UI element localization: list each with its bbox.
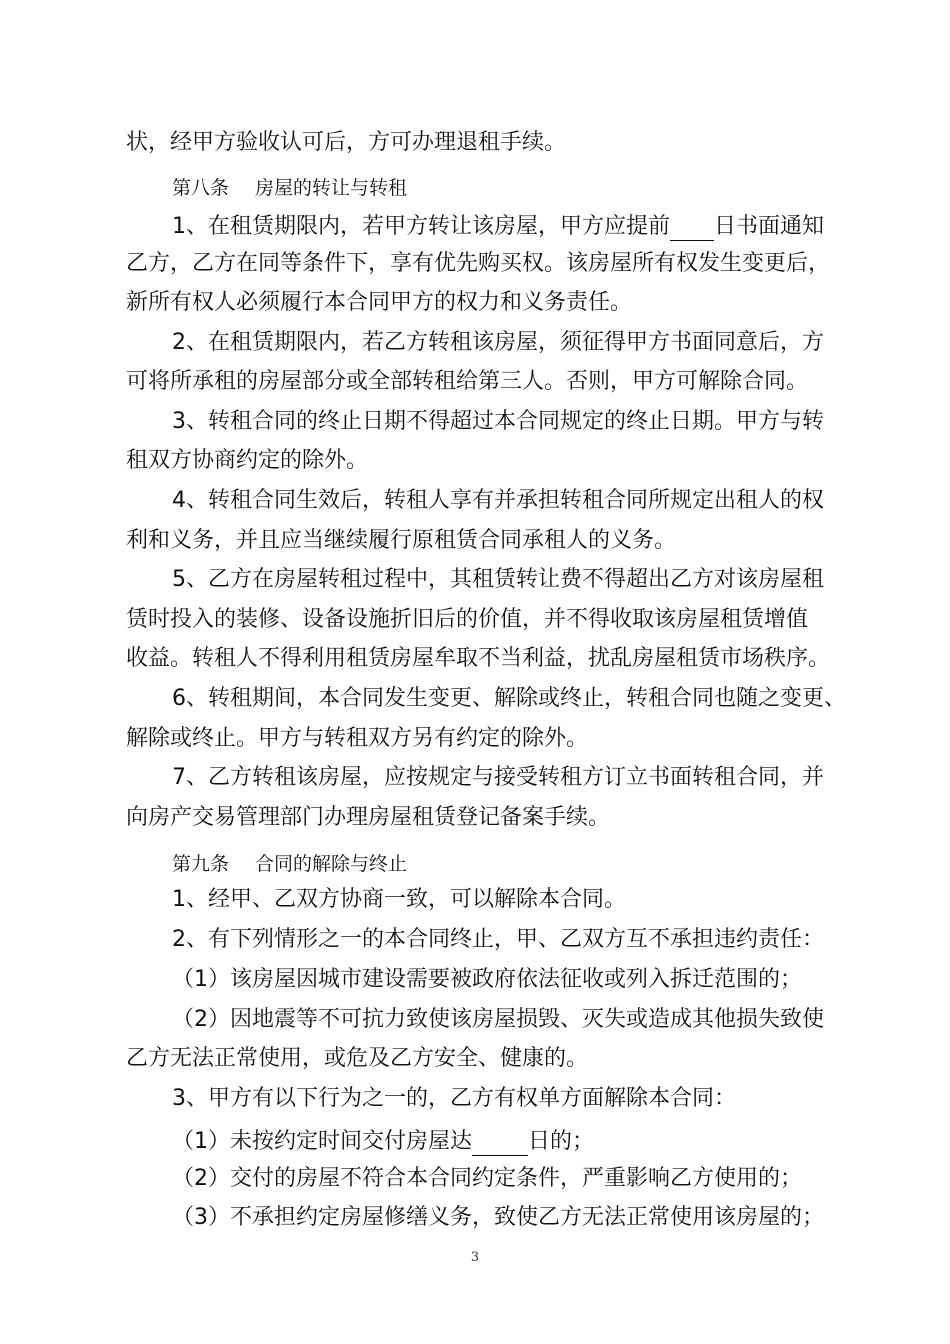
article-number: 第九条 bbox=[172, 853, 230, 875]
line-text: 利和义务，并且应当继续履行原租赁合同承租人的义务。 bbox=[126, 528, 677, 553]
article-title: 房屋的转让与转租 bbox=[255, 177, 408, 199]
fill-in-blank bbox=[472, 1125, 528, 1156]
text-line bbox=[126, 129, 566, 157]
text-line bbox=[126, 447, 368, 475]
line-text: 乙方无法正常使用，或危及乙方安全、健康的。 bbox=[126, 1046, 589, 1071]
text-line bbox=[172, 487, 824, 515]
text-line bbox=[126, 289, 632, 317]
line-text: （1）未按约定时间交付房屋达 bbox=[172, 1129, 472, 1154]
text-line bbox=[172, 1085, 736, 1113]
article-number: 第八条 bbox=[172, 177, 230, 199]
text-line bbox=[172, 566, 824, 594]
text-line bbox=[126, 645, 830, 673]
line-text: 6、转租期间，本合同发生变更、解除或终止，转租合同也随之变更、 bbox=[172, 686, 846, 711]
text-line bbox=[172, 1165, 802, 1193]
text-line bbox=[172, 886, 626, 914]
text-line bbox=[172, 408, 824, 436]
line-text: 状，经甲方验收认可后，方可办理退租手续。 bbox=[126, 130, 567, 155]
line-text: 3、转租合同的终止日期不得超过本合同规定的终止日期。甲方与转 bbox=[172, 409, 824, 434]
page-number: 3 bbox=[470, 1250, 480, 1265]
text-line bbox=[126, 527, 676, 555]
line-text: 7、乙方转租该房屋，应按规定与接受转租方订立书面转租合同，并 bbox=[172, 765, 824, 790]
line-text: 租双方协商约定的除外。 bbox=[126, 448, 369, 473]
fill-in-blank bbox=[670, 210, 714, 241]
text-line bbox=[126, 250, 830, 278]
article-9-heading bbox=[172, 850, 407, 878]
line-text: （1）该房屋因城市建设需要被政府依法征收或列入拆迁范围的； bbox=[172, 967, 802, 992]
line-text: 2、在租赁期限内，若乙方转租该房屋，须征得甲方书面同意后，方 bbox=[172, 330, 824, 355]
text-line bbox=[126, 1045, 588, 1073]
text-line bbox=[172, 1006, 824, 1034]
text-line bbox=[172, 1125, 594, 1153]
line-text: 可将所承租的房屋部分或全部转租给第三人。否则，甲方可解除合同。 bbox=[126, 369, 809, 394]
line-text: 乙方，乙方在同等条件下，享有优先购买权。该房屋所有权发生变更后， bbox=[126, 251, 831, 276]
line-text: 1、经甲、乙双方协商一致，可以解除本合同。 bbox=[172, 887, 626, 912]
line-text: 日的； bbox=[528, 1129, 595, 1154]
line-text: 1、在租赁期限内，若甲方转让该房屋，甲方应提前 bbox=[172, 214, 670, 239]
line-text: 5、乙方在房屋转租过程中，其租赁转让费不得超出乙方对该房屋租 bbox=[172, 567, 824, 592]
text-line bbox=[172, 926, 824, 954]
article-title: 合同的解除与终止 bbox=[255, 853, 408, 875]
text-line bbox=[172, 210, 824, 238]
line-text: 3、甲方有以下行为之一的，乙方有权单方面解除本合同： bbox=[172, 1086, 736, 1111]
text-line bbox=[172, 966, 802, 994]
line-text: 2、有下列情形之一的本合同终止，甲、乙双方互不承担违约责任： bbox=[172, 927, 824, 952]
line-text: 4、转租合同生效后，转租人享有并承担转租合同所规定出租人的权 bbox=[172, 488, 824, 513]
line-text: 向房产交易管理部门办理房屋租赁登记备案手续。 bbox=[126, 805, 611, 830]
text-line bbox=[172, 1204, 824, 1232]
line-text: 赁时投入的装修、设备设施折旧后的价值，并不得收取该房屋租赁增值 bbox=[126, 607, 809, 632]
text-line bbox=[126, 368, 808, 396]
text-line bbox=[126, 606, 808, 634]
text-line bbox=[172, 329, 824, 357]
line-text: 收益。转租人不得利用租赁房屋牟取不当利益，扰乱房屋租赁市场秩序。 bbox=[126, 646, 831, 671]
line-text: 解除或终止。甲方与转租双方另有约定的除外。 bbox=[126, 726, 589, 751]
line-text: 日书面通知 bbox=[714, 214, 825, 239]
article-8-heading bbox=[172, 174, 407, 202]
text-line bbox=[126, 804, 610, 832]
line-text: （3）不承担约定房屋修缮义务，致使乙方无法正常使用该房屋的； bbox=[172, 1205, 824, 1230]
line-text: 新所有权人必须履行本合同甲方的权力和义务责任。 bbox=[126, 290, 633, 315]
text-line bbox=[172, 764, 824, 792]
text-line bbox=[172, 685, 846, 713]
line-text: （2）因地震等不可抗力致使该房屋损毁、灭失或造成其他损失致使 bbox=[172, 1007, 824, 1032]
text-line bbox=[126, 725, 588, 753]
line-text: （2）交付的房屋不符合本合同约定条件，严重影响乙方使用的； bbox=[172, 1166, 802, 1191]
